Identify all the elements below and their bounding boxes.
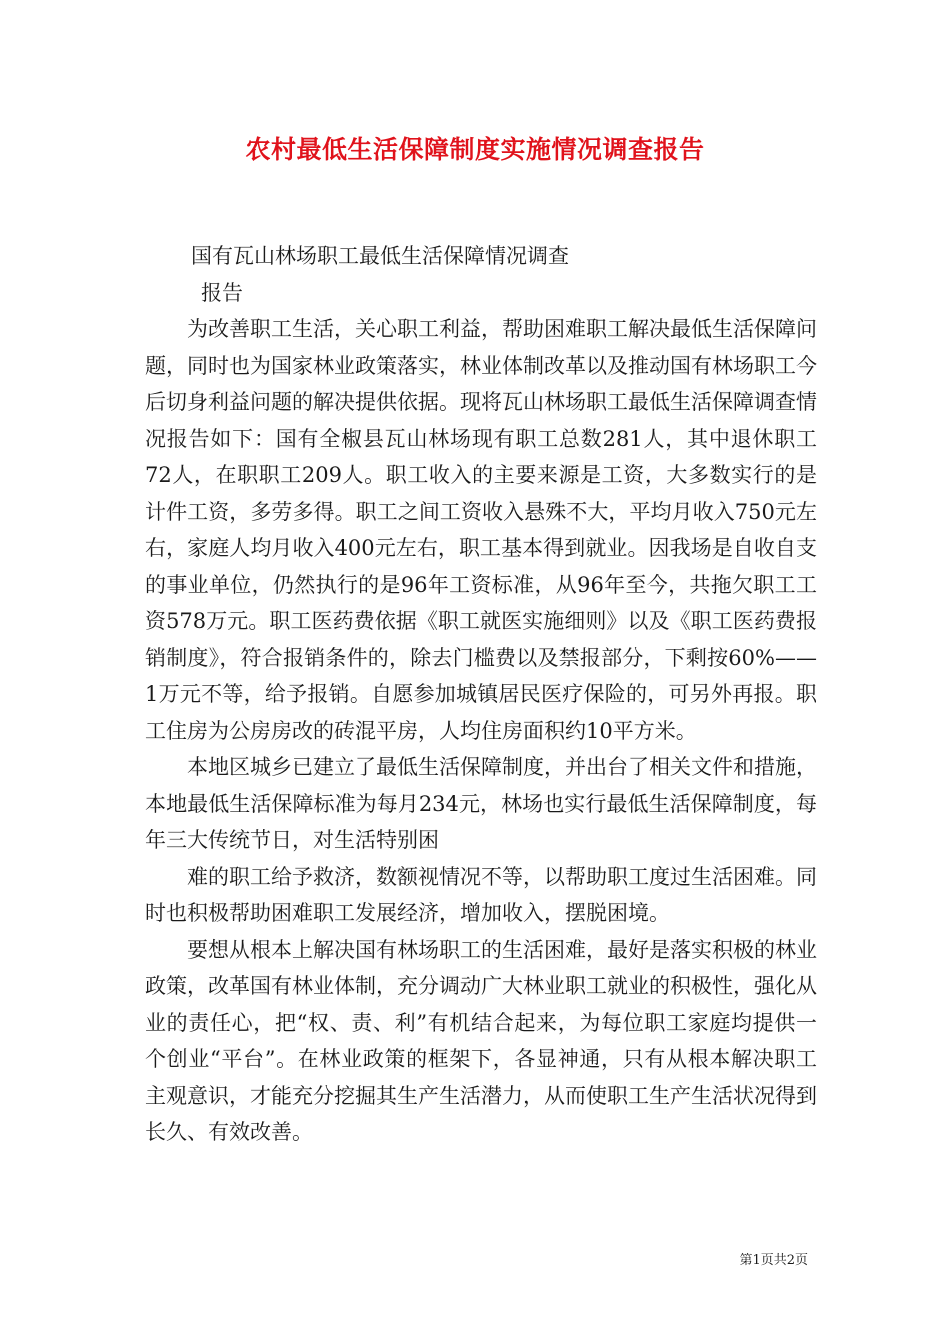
paragraph-1: 为改善职工生活，关心职工利益，帮助困难职工解决最低生活保障问题，同时也为国家林业政策落实，林业体制改革以及推动国有林场职工今后切身利益问题的解决提供依据。现将瓦山林场职工最低生活保障调查情况报告如下：国有全椒县瓦山林场现有职工总数281人，其中退休职工72人，在职职工209人。职工收入的主要来源是工资，大多数实行的是计件工资，多劳多得。职工之间工资收入悬殊不大，平均月收入750元左右，家庭人均月收入400元左右，职工基本得到就业。因我场是自收自支的事业单位，仍然执行的是96年工资标准，从96年至今，共拖欠职工工资578万元。职工医药费依据《职工就医实施细则》以及《职工医药费报销制度》，符合报销条件的，除去门槛费以及禁报部分，下剩按60%——1万元不等，给予报销。自愿参加城镇居民医疗保险的，可另外再报。职工住房为公房房改的砖混平房，人均住房面积约10平方米。 <box>145 317 817 743</box>
document-body <box>145 238 817 1151</box>
paragraph-4: 要想从根本上解决国有林场职工的生活困难，最好是落实积极的林业政策，改革国有林业体制，充分调动广大林业职工就业的积极性，强化从业的责任心，把“权、责、利”有机结合起来，为每位职工家庭均提供一个创业“平台”。在林业政策的框架下，各显神通，只有从根本解决职工主观意识，才能充分挖掘其生产生活潜力，从而使职工生产生活状况得到长久、有效改善。 <box>145 937 817 1144</box>
report-subtitle-line1: 国有瓦山林场职工最低生活保障情况调查 <box>191 244 569 268</box>
page-number: 第1页共2页 <box>739 1253 808 1268</box>
paragraph-2: 本地区城乡已建立了最低生活保障制度，并出台了相关文件和措施，本地最低生活保障标准为每月234元，林场也实行最低生活保障制度，每年三大传统节日，对生活特别困 <box>145 755 817 852</box>
document-title: 农村最低生活保障制度实施情况调查报告 <box>245 135 705 164</box>
paragraph-3: 难的职工给予救济，数额视情况不等，以帮助职工度过生活困难。同时也积极帮助困难职工发展经济，增加收入，摆脱困境。 <box>145 864 817 925</box>
report-subtitle-line2: 报告 <box>201 280 243 305</box>
